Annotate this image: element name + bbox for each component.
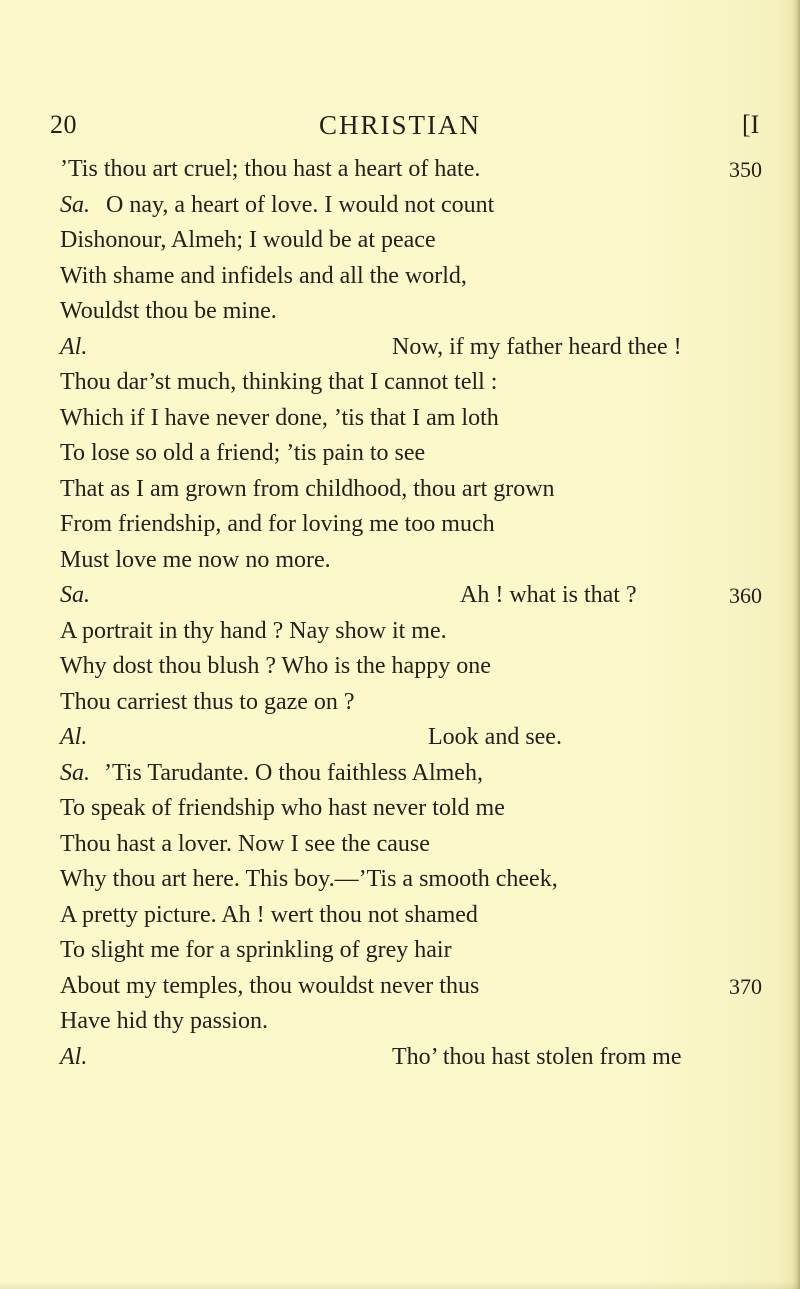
line-number: 350 bbox=[729, 157, 762, 182]
verse-text: Which if I have never done, ’tis that I am loth bbox=[60, 404, 499, 431]
verse-lines bbox=[60, 152, 770, 1075]
speaker-label: Al. bbox=[60, 333, 88, 360]
verse-continuation: Tho’ thou hast stolen from me bbox=[392, 1043, 682, 1070]
verse-text: To speak of friendship who hast never told me bbox=[60, 795, 505, 821]
line-number: 370 bbox=[729, 973, 762, 999]
verse-text: Thou hast a lover. Now I see the cause bbox=[60, 830, 430, 857]
verse-line bbox=[60, 1004, 770, 1040]
verse-text: Dishonour, Almeh; I would be at peace bbox=[60, 227, 436, 253]
speaker-label: Al. bbox=[60, 724, 88, 750]
verse-line bbox=[60, 791, 770, 827]
verse-line bbox=[60, 401, 770, 437]
section-mark: [I bbox=[742, 110, 760, 139]
verse-continuation: Now, if my father heard thee ! bbox=[392, 333, 682, 360]
verse-line bbox=[60, 259, 770, 295]
verse-line bbox=[60, 330, 770, 366]
verse-line bbox=[60, 649, 770, 685]
verse-line bbox=[60, 969, 770, 1005]
speaker-label: Sa. bbox=[60, 582, 90, 608]
verse-line bbox=[60, 543, 770, 579]
verse-text: A portrait in thy hand ? Nay show it me. bbox=[60, 617, 447, 644]
page-header bbox=[0, 110, 800, 150]
verse-line bbox=[60, 756, 770, 792]
verse-text: To lose so old a friend; ’tis pain to see bbox=[60, 440, 426, 466]
verse-text: Thou carriest thus to gaze on ? bbox=[60, 688, 355, 715]
speaker-label: Sa. bbox=[60, 759, 90, 786]
verse-line bbox=[60, 685, 770, 721]
verse-text: ’Tis thou art cruel; thou hast a heart of hate. bbox=[60, 156, 481, 182]
verse-text: O nay, a heart of love. I would not count bbox=[106, 191, 495, 218]
page-number: 20 bbox=[50, 110, 77, 139]
running-head: CHRISTIAN bbox=[318, 110, 481, 140]
verse-line bbox=[60, 862, 770, 898]
verse-text: Wouldst thou be mine. bbox=[60, 298, 277, 324]
verse-line bbox=[60, 507, 770, 543]
verse-line bbox=[60, 827, 770, 863]
verse-text: With shame and infidels and all the world, bbox=[60, 262, 467, 289]
verse-text: Have hid thy passion. bbox=[60, 1008, 268, 1034]
verse-text: A pretty picture. Ah ! wert thou not shamed bbox=[60, 901, 478, 928]
verse-text: From friendship, and for loving me too much bbox=[60, 511, 495, 537]
page-edge-shadow bbox=[792, 0, 800, 1289]
verse-text: ’Tis Tarudante. O thou faithless Almeh, bbox=[104, 759, 483, 786]
verse-line bbox=[60, 223, 770, 259]
verse-line bbox=[60, 294, 770, 330]
verse-line bbox=[60, 933, 770, 969]
verse-line bbox=[60, 614, 770, 650]
verse-line bbox=[60, 578, 770, 614]
verse-line bbox=[60, 1040, 770, 1076]
verse-line bbox=[60, 365, 770, 401]
verse-text: Why dost thou blush ? Who is the happy one bbox=[60, 653, 491, 679]
page-bottom-shadow bbox=[0, 1281, 800, 1289]
verse-line bbox=[60, 152, 770, 188]
verse-continuation: Look and see. bbox=[428, 724, 562, 750]
verse-text: About my temples, thou wouldst never thus bbox=[60, 972, 480, 999]
verse-text: Must love me now no more. bbox=[60, 546, 331, 573]
speaker-label: Al. bbox=[60, 1043, 88, 1070]
verse-line bbox=[60, 472, 770, 508]
verse-line bbox=[60, 898, 770, 934]
verse-continuation: Ah ! what is that ? bbox=[460, 582, 637, 608]
verse-text: Why thou art here. This boy.—’Tis a smooth cheek, bbox=[60, 866, 558, 892]
line-number: 360 bbox=[729, 583, 762, 608]
verse-line bbox=[60, 188, 770, 224]
verse-line bbox=[60, 436, 770, 472]
verse-text: To slight me for a sprinkling of grey hair bbox=[60, 937, 452, 963]
verse-line bbox=[60, 720, 770, 756]
verse-text: Thou dar’st much, thinking that I cannot tell : bbox=[60, 369, 498, 395]
verse-text: That as I am grown from childhood, thou art grown bbox=[60, 475, 555, 502]
speaker-label: Sa. bbox=[60, 191, 90, 218]
